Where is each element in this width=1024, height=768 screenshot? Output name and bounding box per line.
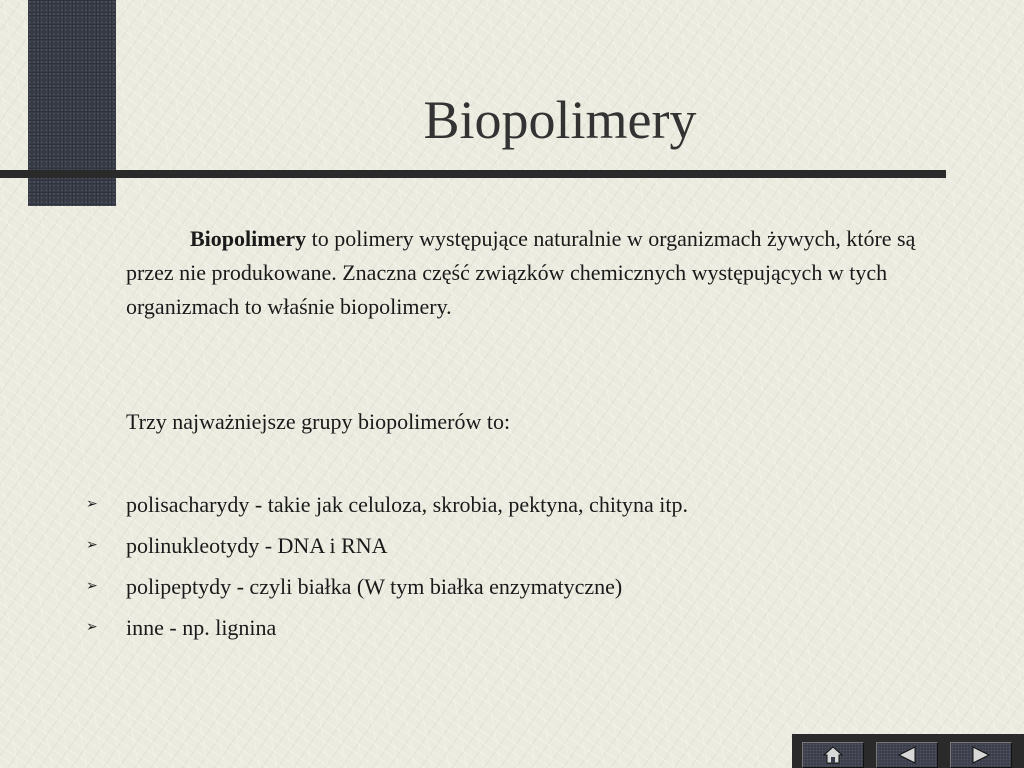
- lead-paragraph: Trzy najważniejsze grupy biopolimerów to:: [126, 409, 511, 434]
- slide-navigation-bar: [792, 734, 1024, 768]
- list-item-text: inne - np. lignina: [126, 615, 277, 640]
- previous-slide-button[interactable]: [876, 742, 938, 768]
- intro-paragraph: [126, 222, 946, 324]
- list-item-text: polisacharydy - takie jak celuloza, skrobia, pektyna, chityna itp.: [126, 492, 689, 517]
- arrow-bullet-icon: ➢: [86, 579, 98, 594]
- arrow-bullet-icon: ➢: [86, 538, 98, 553]
- next-slide-button[interactable]: [950, 742, 1012, 768]
- list-item-text: polinukleotydy - DNA i RNA: [126, 533, 388, 558]
- home-button[interactable]: [802, 742, 864, 768]
- intro-term: Biopolimery: [190, 226, 307, 251]
- intro-text: to polimery występujące naturalnie w organizmach żywych, które są przez nie produkowane. Znaczna część związków chemicznych występujących w tych organizmach to właśnie biopolimery.: [126, 226, 916, 319]
- arrow-bullet-icon: ➢: [86, 620, 98, 635]
- previous-arrow-icon: [896, 745, 918, 765]
- next-arrow-icon: [970, 745, 992, 765]
- arrow-bullet-icon: ➢: [86, 497, 98, 512]
- home-icon: [822, 745, 844, 765]
- list-item-text: polipeptydy - czyli białka (W tym białka enzymatyczne): [126, 574, 623, 599]
- slide-title: Biopolimery: [423, 90, 697, 150]
